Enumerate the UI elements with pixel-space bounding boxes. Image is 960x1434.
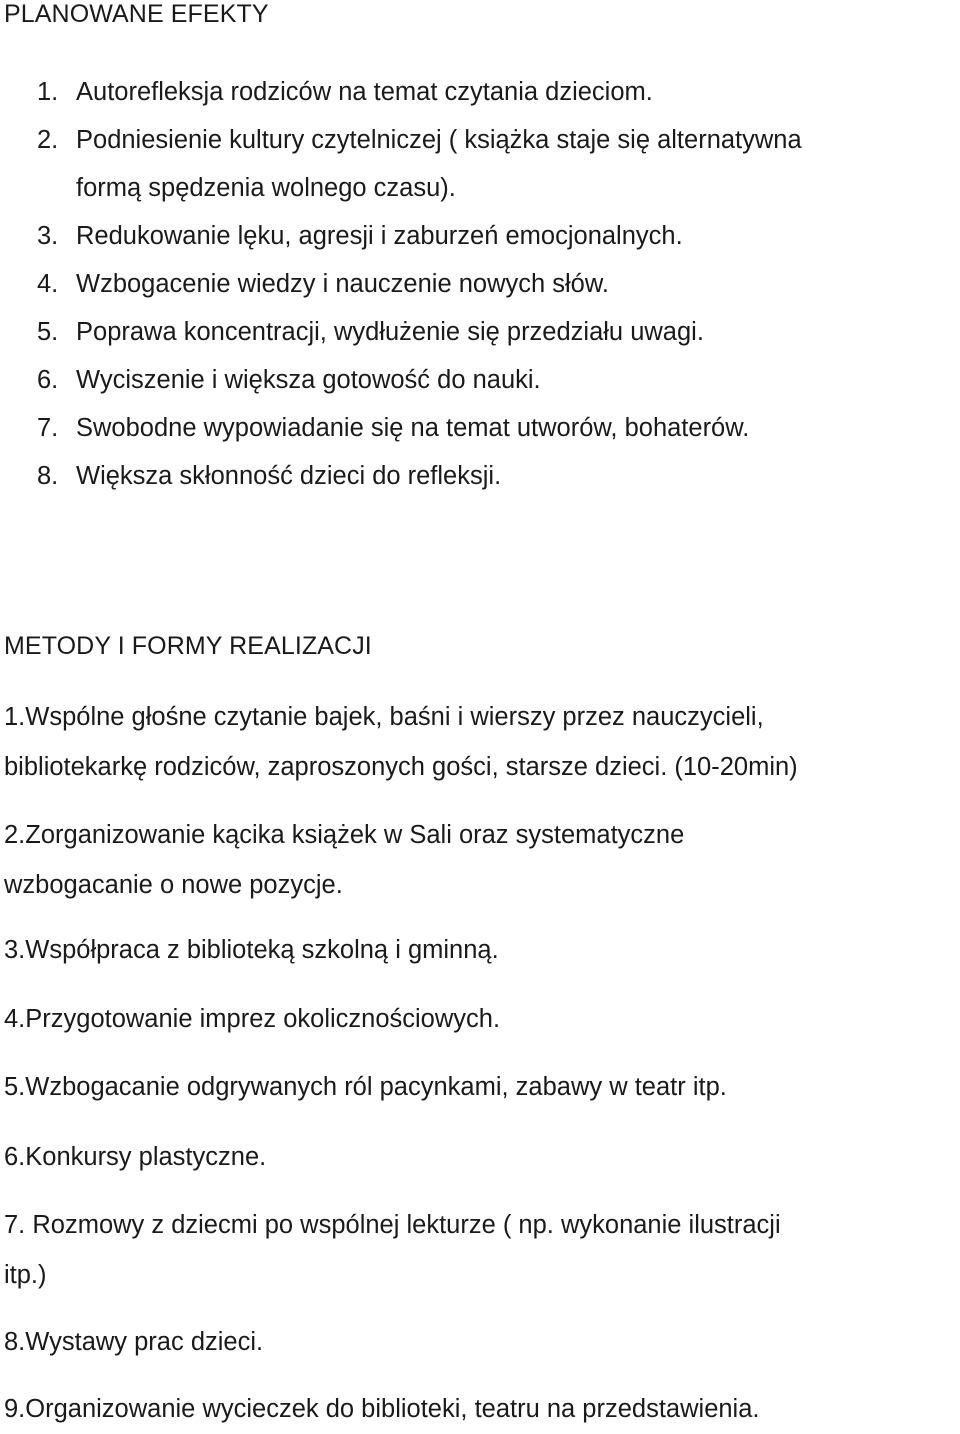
effects-heading: PLANOWANE EFEKTY	[4, 0, 269, 28]
effect-item	[0, 68, 960, 116]
method-item	[4, 1132, 266, 1182]
method-item	[4, 692, 798, 792]
method-text: 4.Przygotowanie imprez okolicznościowych.	[4, 1005, 501, 1033]
effect-item	[0, 356, 960, 404]
methods-heading: METODY I FORMY REALIZACJI	[4, 632, 372, 660]
effect-number: 6.	[37, 366, 59, 394]
effect-number: 1.	[37, 78, 59, 106]
method-text: 6.Konkursy plastyczne.	[4, 1143, 267, 1171]
effect-number: 2.	[37, 126, 59, 154]
method-text: 3.Współpraca z biblioteką szkolną i gminną.	[4, 936, 499, 964]
method-item	[4, 925, 499, 975]
method-item	[4, 810, 684, 910]
method-text: 1.Wspólne głośne czytanie bajek, baśni i wierszy przez nauczycieli,	[4, 703, 764, 731]
effect-text: Poprawa koncentracji, wydłużenie się przedziału uwagi.	[76, 318, 704, 346]
effect-item	[0, 452, 960, 500]
method-text-continuation: bibliotekarkę rodziców, zaproszonych gości, starsze dzieci. (10-20min)	[4, 753, 798, 781]
method-text-continuation: itp.)	[4, 1261, 47, 1289]
effect-number: 5.	[37, 318, 59, 346]
effects-list	[0, 68, 960, 500]
method-text: 7. Rozmowy z dziecmi po wspólnej lekturze ( np. wykonanie ilustracji	[4, 1211, 781, 1239]
effect-item	[0, 260, 960, 308]
effect-number: 7.	[37, 414, 59, 442]
method-item	[4, 1384, 760, 1434]
effect-number: 4.	[37, 270, 59, 298]
method-item	[4, 1317, 263, 1367]
effect-text: Autorefleksja rodziców na temat czytania dzieciom.	[76, 78, 653, 106]
effect-text: Podniesienie kultury czytelniczej ( książka staje się alternatywna	[76, 126, 802, 154]
effect-item	[0, 212, 960, 260]
method-text-continuation: wzbogacanie o nowe pozycje.	[4, 871, 343, 899]
effect-number: 3.	[37, 222, 59, 250]
method-text: 5.Wzbogacanie odgrywanych ról pacynkami, zabawy w teatr itp.	[4, 1073, 727, 1101]
method-text: 8.Wystawy prac dzieci.	[4, 1328, 264, 1356]
effect-item	[0, 116, 960, 212]
effect-text: Swobodne wypowiadanie się na temat utworów, bohaterów.	[76, 414, 750, 442]
effect-text: Większa skłonność dzieci do refleksji.	[76, 462, 502, 490]
method-text: 9.Organizowanie wycieczek do biblioteki, teatru na przedstawienia.	[4, 1395, 760, 1423]
method-item	[4, 1200, 781, 1300]
method-item	[4, 994, 500, 1044]
effect-text: Wyciszenie i większa gotowość do nauki.	[76, 366, 541, 394]
method-item	[4, 1062, 727, 1112]
effect-number: 8.	[37, 462, 59, 490]
method-text: 2.Zorganizowanie kącika książek w Sali oraz systematyczne	[4, 821, 685, 849]
effect-text: Redukowanie lęku, agresji i zaburzeń emocjonalnych.	[76, 222, 683, 250]
effect-text-continuation: formą spędzenia wolnego czasu).	[76, 174, 456, 202]
effect-item	[0, 404, 960, 452]
effect-text: Wzbogacenie wiedzy i nauczenie nowych słów.	[76, 270, 609, 298]
effect-item	[0, 308, 960, 356]
